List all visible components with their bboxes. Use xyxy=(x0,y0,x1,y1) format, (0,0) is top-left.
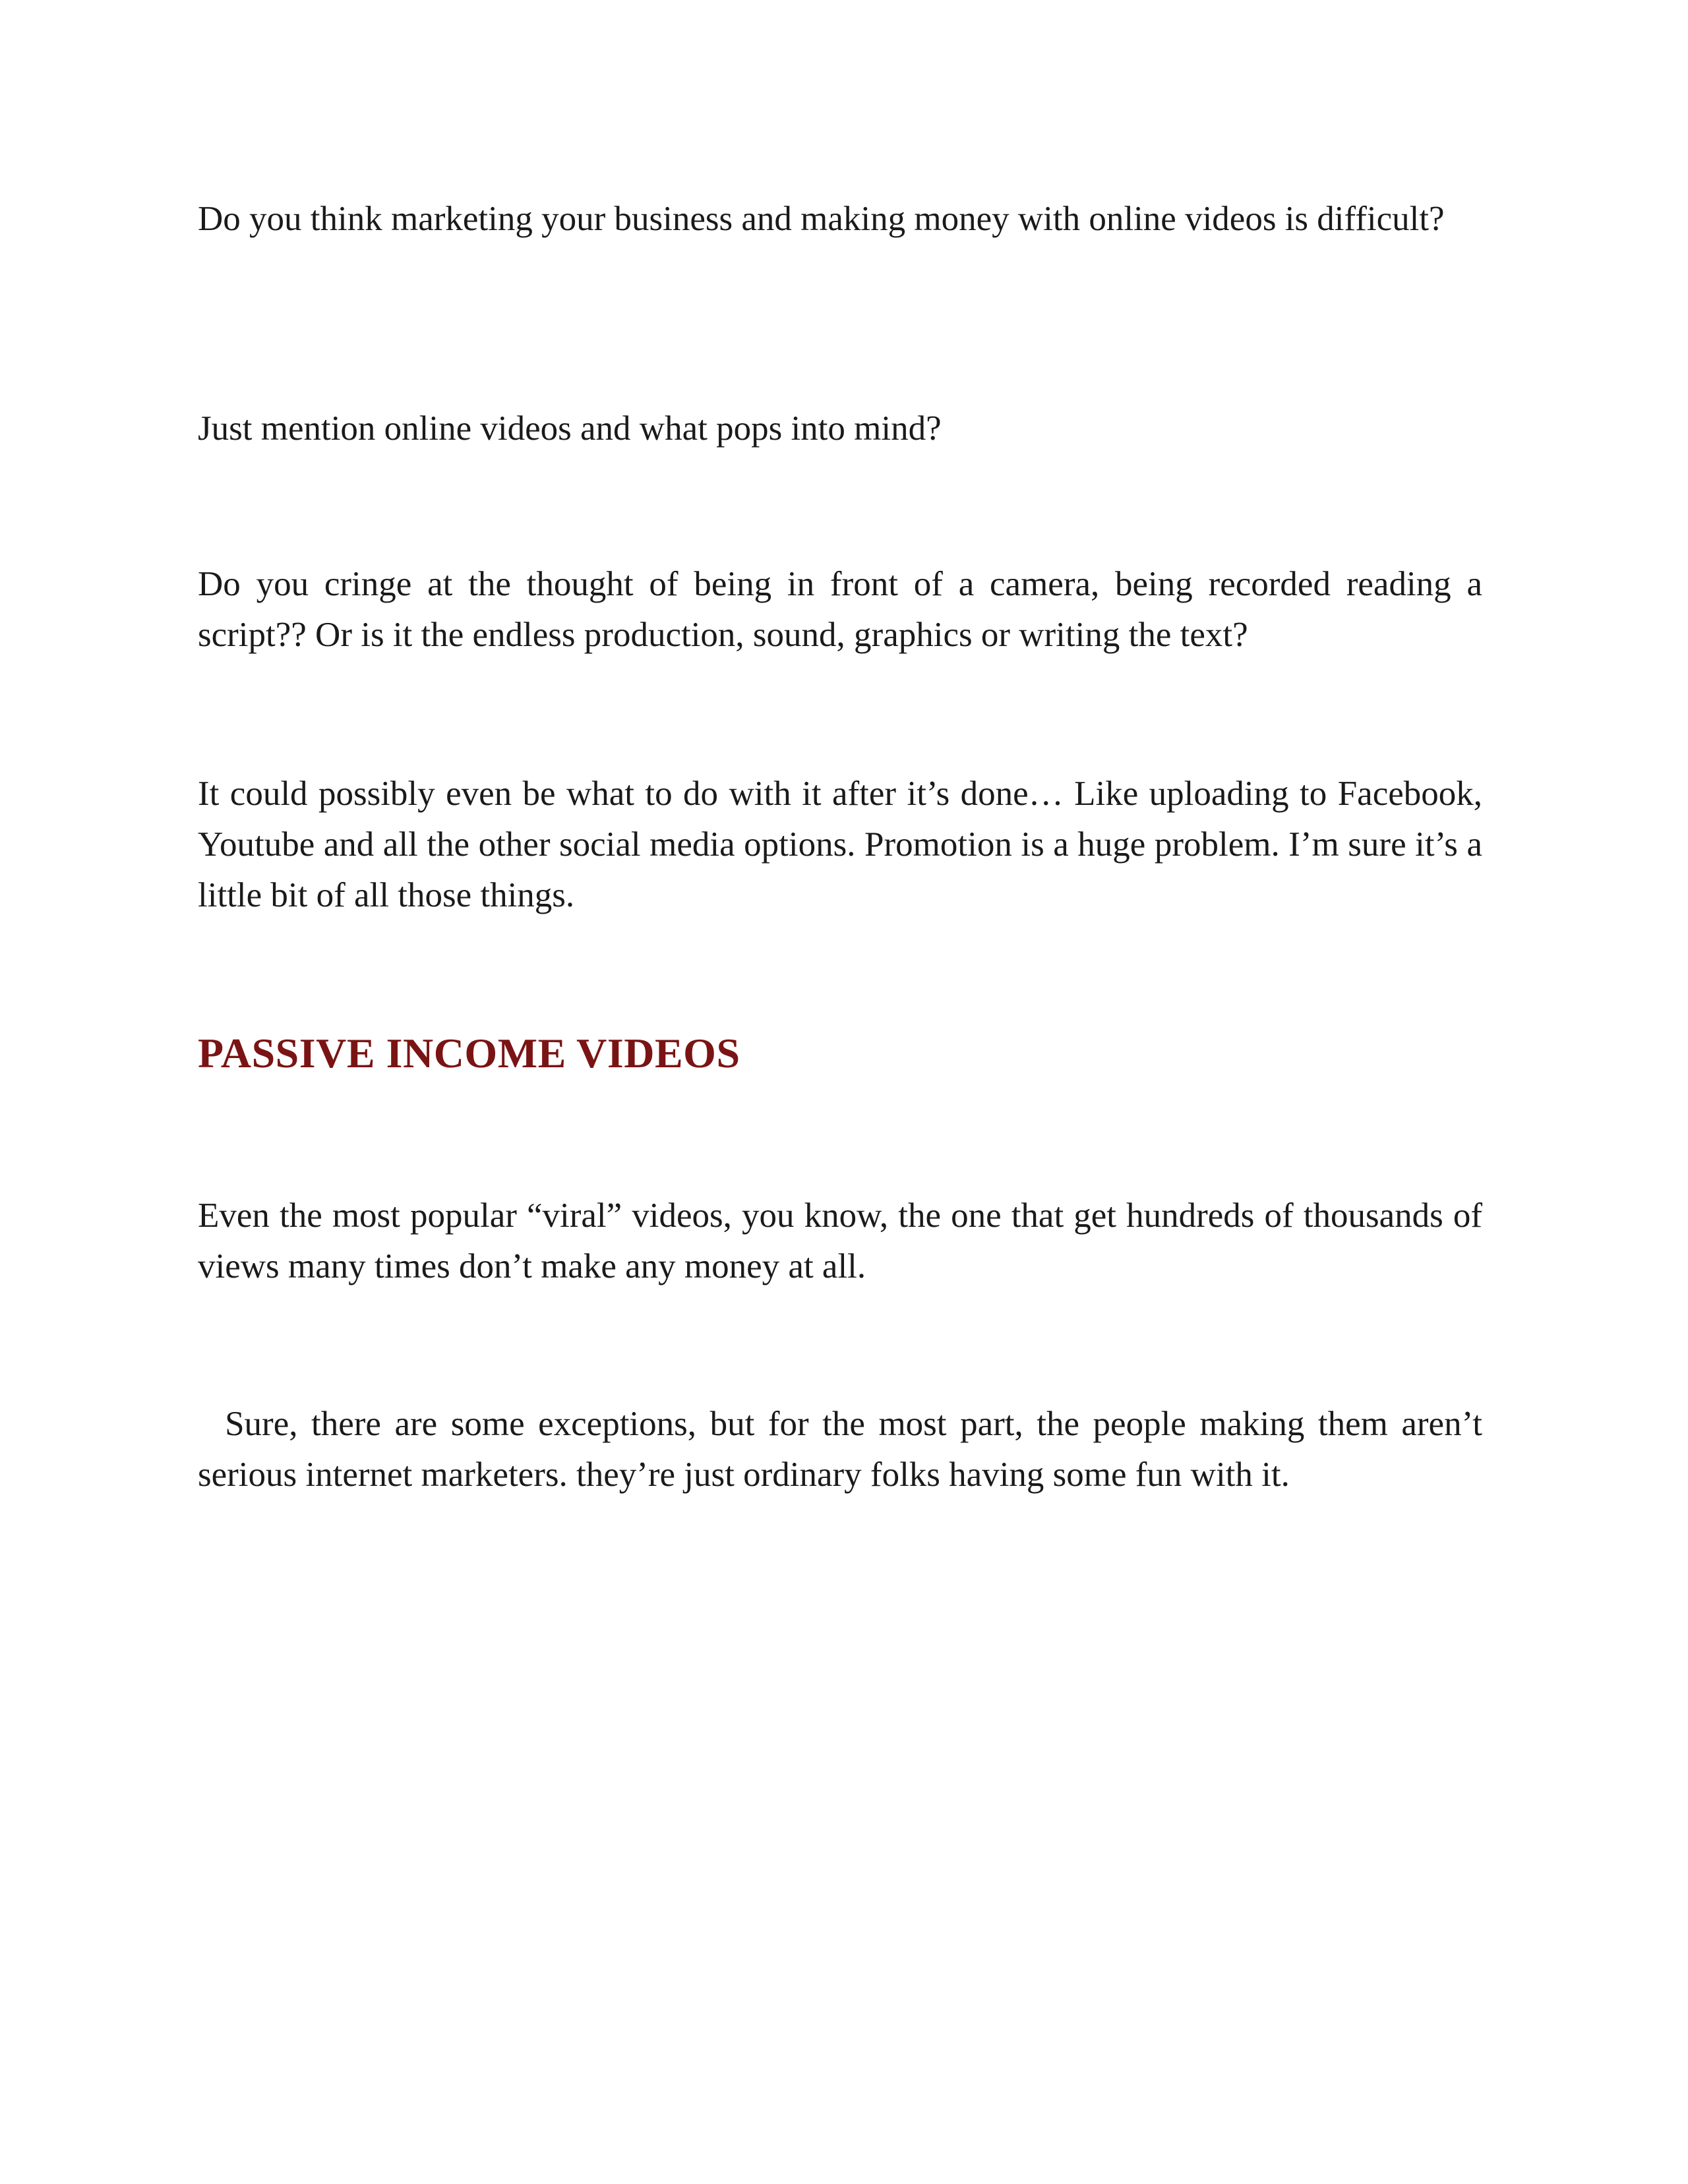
paragraph-camera-cringe: Do you cringe at the thought of being in front of a camera, being recorded reading a script?? Or is it the endless production, sound, graphics or writing the text? xyxy=(198,565,1482,654)
paragraph-marketing-question: Do you think marketing your business and making money with online videos is difficult? xyxy=(198,200,1445,238)
paragraph-viral-videos: Even the most popular “viral” videos, you know, the one that get hundreds of thousands of views many times don’t make any money at all. xyxy=(198,1196,1482,1285)
paragraph-promotion: It could possibly even be what to do with it after it’s done… Like uploading to Facebook, Youtube and all the other social media options. Promotion is a huge problem. I’m sure it’s a little bit of all those things. xyxy=(198,775,1482,914)
paragraph-exceptions-text: Sure, there are some exceptions, but for the most part, the people making them aren’t serious internet marketers. they’re just ordinary folks having some fun with it. xyxy=(198,1405,1482,1494)
paragraph-online-videos: Just mention online videos and what pops into mind? xyxy=(198,409,942,448)
paragraph-exceptions xyxy=(198,1399,1482,1500)
section-heading: PASSIVE INCOME VIDEOS xyxy=(198,1030,740,1077)
